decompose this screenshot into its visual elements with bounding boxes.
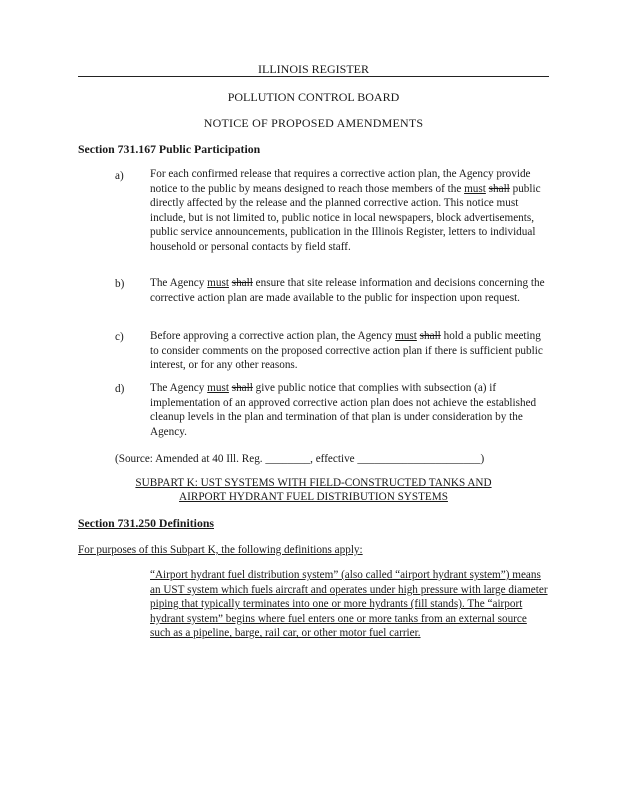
inserted-text: must xyxy=(207,277,229,289)
deleted-text: shall xyxy=(419,330,441,342)
item-b-text: The Agency must shall ensure that site release information and decisions concerning the corrective action plan are made available to the public for inspection upon request. xyxy=(150,277,545,304)
inserted-text: must xyxy=(207,382,229,394)
board-name: POLLUTION CONTROL BOARD xyxy=(227,90,400,104)
item-d-label: d) xyxy=(115,383,125,395)
subpart-k-heading-line2: AIRPORT HYDRANT FUEL DISTRIBUTION SYSTEMS xyxy=(179,491,448,503)
subpart-k-heading-line1: SUBPART K: UST SYSTEMS WITH FIELD-CONSTRUCTED TANKS AND xyxy=(135,477,492,489)
definitions-intro: For purposes of this Subpart K, the following definitions apply: xyxy=(78,544,363,556)
item-c-label: c) xyxy=(115,331,124,343)
item-b-label: b) xyxy=(115,278,125,290)
section-731-167-heading: Section 731.167 Public Participation xyxy=(78,142,261,156)
register-title: ILLINOIS REGISTER xyxy=(258,62,369,76)
deleted-text: shall xyxy=(231,277,253,289)
header-rule xyxy=(78,76,549,77)
inserted-text: must xyxy=(464,182,486,195)
notice-title: NOTICE OF PROPOSED AMENDMENTS xyxy=(203,116,424,130)
item-a-label: a) xyxy=(115,170,124,182)
inserted-text: must xyxy=(395,330,417,342)
deleted-text: shall xyxy=(231,382,253,394)
section-731-250-heading: Section 731.250 Definitions xyxy=(78,516,214,530)
item-d-text: The Agency must shall give public notice that complies with subsection (a) if implementation of an approved corrective action plan does not achieve the established cleanup levels in the plan and termination of that plan is under consideration by the Agency. xyxy=(150,382,537,438)
airport-hydrant-definition: “Airport hydrant fuel distribution system” (also called “airport hydrant system”) means an UST system which fuels aircraft and operates under high pressure with large diameter piping that typically terminates into one or more hydrants (fill stands). The “airport hydrant system” begins where fuel enters one or more tanks from an external source such as a pipeline, barge, rail car, or other motor fuel carrier. xyxy=(150,569,548,640)
item-c-text: Before approving a corrective action plan, the Agency must shall hold a public meeting to consider comments on the proposed corrective action plan if there is sufficient public interest, or for any other reasons. xyxy=(150,330,543,372)
source-note: (Source: Amended at 40 Ill. Reg. ________, effective ______________________) xyxy=(115,453,485,465)
item-a-text: For each confirmed release that requires a corrective action plan, the Agency provide notice to the public by means designed to reach those members of the must shall public directly affected by the release and the planned corrective action. This notice must include, but is not limited to, public notice in local newspapers, block advertisements, public service announcements, publication in the Illinois Register, letters to individual household or personal contacts by field staff. xyxy=(150,168,541,253)
deleted-text: shall xyxy=(488,182,510,195)
